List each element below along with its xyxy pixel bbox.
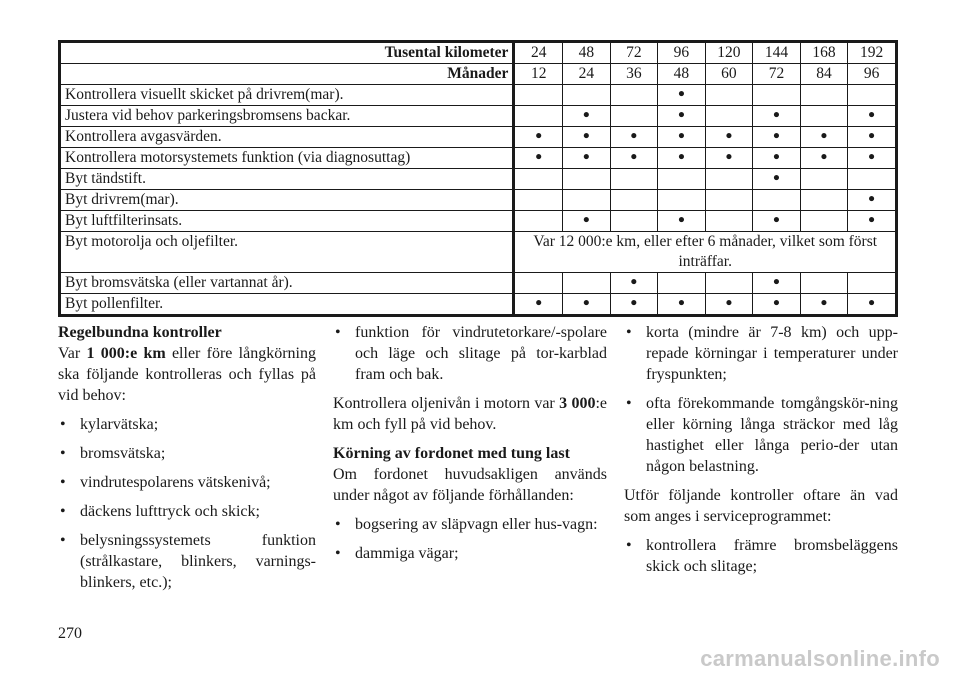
bullet: • — [626, 324, 632, 341]
list-item: • bromsvätska; — [60, 445, 166, 462]
months-cell: 84 — [800, 64, 848, 85]
empty-cell — [705, 106, 753, 127]
empty-cell — [658, 169, 706, 190]
empty-cell — [753, 190, 801, 211]
list-item: • bogsering av släpvagn eller hus-vagn: — [335, 516, 598, 533]
table-row — [60, 169, 897, 190]
list-item: • ofta förekommande tomgångskör-ning eller körning långa sträckor med låg hastighet eller långa perio-der utan någon belastning. — [626, 395, 898, 475]
schedule-dot: • — [563, 211, 611, 232]
maintenance-schedule-table — [58, 40, 898, 317]
km-cell: 168 — [800, 42, 848, 64]
row-label: Kontrollera avgasvärden. — [60, 127, 514, 148]
months-cell: 96 — [848, 64, 897, 85]
list-item: • kontrollera främre bromsbeläggens skick och slitage; — [626, 537, 898, 575]
empty-cell — [514, 106, 563, 127]
table-row — [60, 85, 897, 106]
km-header-row — [60, 42, 897, 64]
list-item: • belysningssystemets funktion (strålkastare, blinkers, varnings-blinkers, etc.); — [60, 532, 316, 591]
months-header-label: Månader — [60, 64, 514, 85]
bullet: • — [60, 474, 66, 491]
empty-cell — [658, 190, 706, 211]
bullet: • — [60, 445, 66, 462]
row-label: Byt drivrem(mar). — [60, 190, 514, 211]
empty-cell — [705, 273, 753, 294]
heavy-load-intro: Om fordonet huvudsakligen används under något av följande förhållanden: — [333, 466, 607, 504]
km-cell: 144 — [753, 42, 801, 64]
bullet: • — [60, 416, 66, 433]
schedule-dot: • — [848, 294, 897, 316]
bullet: • — [626, 537, 632, 554]
schedule-dot: • — [800, 294, 848, 316]
months-cell: 72 — [753, 64, 801, 85]
schedule-dot: • — [848, 127, 897, 148]
list-item: • korta (mindre är 7-8 km) och upp-repade körningar i temperaturer under fryspunkten; — [626, 324, 898, 383]
schedule-dot: • — [800, 127, 848, 148]
schedule-dot: • — [658, 127, 706, 148]
empty-cell — [610, 190, 658, 211]
empty-cell — [658, 273, 706, 294]
row-label: Byt pollenfilter. — [60, 294, 514, 316]
schedule-dot: • — [563, 106, 611, 127]
regular-checks-heading: Regelbundna kontroller — [58, 324, 222, 341]
schedule-dot: • — [753, 127, 801, 148]
regular-checks-list — [58, 414, 316, 593]
row-label: Byt tändstift. — [60, 169, 514, 190]
empty-cell — [848, 85, 897, 106]
schedule-dot: • — [753, 169, 801, 190]
table-row — [60, 273, 897, 294]
empty-cell — [848, 169, 897, 190]
table-row — [60, 294, 897, 316]
bullet: • — [60, 532, 66, 549]
empty-cell — [800, 85, 848, 106]
schedule-dot: • — [705, 148, 753, 169]
schedule-body — [60, 42, 897, 316]
schedule-dot: • — [800, 148, 848, 169]
column-2 — [333, 322, 607, 564]
empty-cell — [610, 106, 658, 127]
schedule-dot: • — [658, 148, 706, 169]
km-cell: 96 — [658, 42, 706, 64]
schedule-dot: • — [848, 211, 897, 232]
empty-cell — [610, 85, 658, 106]
empty-cell — [705, 85, 753, 106]
watermark: carmanualsonline.info — [700, 646, 940, 671]
row-note: Var 12 000:e km, eller efter 6 månader, vilket som först inträffar. — [514, 232, 897, 273]
empty-cell — [800, 273, 848, 294]
schedule-dot: • — [705, 127, 753, 148]
conditions-list-continued — [624, 322, 898, 477]
continued-list — [333, 322, 607, 385]
empty-cell — [705, 190, 753, 211]
schedule-dot: • — [610, 273, 658, 294]
empty-cell — [563, 190, 611, 211]
empty-cell — [563, 273, 611, 294]
schedule-dot: • — [563, 148, 611, 169]
page-number: 270 — [58, 625, 82, 642]
empty-cell — [705, 211, 753, 232]
empty-cell — [848, 273, 897, 294]
empty-cell — [800, 211, 848, 232]
row-label: Kontrollera motorsystemets funktion (via diagnosuttag) — [60, 148, 514, 169]
empty-cell — [705, 169, 753, 190]
schedule-dot: • — [753, 211, 801, 232]
empty-cell — [800, 190, 848, 211]
row-label: Justera vid behov parkeringsbromsens backar. — [60, 106, 514, 127]
empty-cell — [563, 85, 611, 106]
regular-checks-intro: Var 1 000:e km eller före långkörning ska följande kontrolleras och fyllas på vid behov: — [58, 345, 317, 404]
list-item: • vindrutespolarens vätskenivå; — [60, 474, 271, 491]
frequent-checks-list — [624, 535, 898, 577]
list-item: • dammiga vägar; — [335, 545, 459, 562]
schedule-dot: • — [658, 106, 706, 127]
bullet: • — [626, 395, 632, 412]
months-cell: 24 — [563, 64, 611, 85]
months-cell: 60 — [705, 64, 753, 85]
empty-cell — [610, 211, 658, 232]
row-label: Byt bromsvätska (eller vartannat år). — [60, 273, 514, 294]
table-row — [60, 106, 897, 127]
column-1 — [58, 322, 316, 593]
schedule-dot: • — [610, 127, 658, 148]
bullet: • — [335, 516, 341, 533]
schedule-dot: • — [658, 294, 706, 316]
schedule-dot: • — [514, 127, 563, 148]
row-label: Byt luftfilterinsats. — [60, 211, 514, 232]
schedule-dot: • — [753, 148, 801, 169]
schedule-dot: • — [848, 190, 897, 211]
schedule-dot: • — [610, 294, 658, 316]
empty-cell — [514, 85, 563, 106]
schedule-dot: • — [658, 211, 706, 232]
km-cell: 192 — [848, 42, 897, 64]
empty-cell — [800, 169, 848, 190]
months-cell: 12 — [514, 64, 563, 85]
empty-cell — [563, 169, 611, 190]
bullet: • — [335, 324, 341, 341]
schedule-dot: • — [848, 106, 897, 127]
schedule-dot: • — [658, 85, 706, 106]
months-cell: 48 — [658, 64, 706, 85]
km-header-label: Tusental kilometer — [60, 42, 514, 64]
schedule-dot: • — [753, 294, 801, 316]
list-item: • funktion för vindrutetorkare/-spolare och läge och slitage på tor-karblad fram och bak. — [335, 324, 607, 383]
table-row — [60, 211, 897, 232]
row-label: Kontrollera visuellt skicket på drivrem(mar). — [60, 85, 514, 106]
bullet: • — [60, 503, 66, 520]
schedule-dot: • — [563, 294, 611, 316]
heavy-load-heading: Körning av fordonet med tung last — [333, 445, 570, 462]
schedule-dot: • — [610, 148, 658, 169]
bullet: • — [335, 545, 341, 562]
months-cell: 36 — [610, 64, 658, 85]
schedule-dot: • — [514, 294, 563, 316]
km-cell: 120 — [705, 42, 753, 64]
empty-cell — [514, 169, 563, 190]
list-item: • däckens lufttryck och skick; — [60, 503, 260, 520]
frequent-checks-intro: Utför följande kontroller oftare än vad som anges i serviceprogrammet: — [624, 487, 898, 525]
schedule-dot: • — [514, 148, 563, 169]
km-cell: 72 — [610, 42, 658, 64]
empty-cell — [514, 211, 563, 232]
empty-cell — [514, 273, 563, 294]
km-cell: 24 — [514, 42, 563, 64]
schedule-dot: • — [563, 127, 611, 148]
empty-cell — [514, 190, 563, 211]
empty-cell — [753, 85, 801, 106]
schedule-dot: • — [848, 148, 897, 169]
oil-check-text: Kontrollera oljenivån i motorn var 3 000:e km och fyll på vid behov. — [333, 395, 607, 433]
conditions-list — [333, 514, 607, 564]
empty-cell — [610, 169, 658, 190]
empty-cell — [800, 106, 848, 127]
schedule-dot: • — [753, 273, 801, 294]
table-row — [60, 127, 897, 148]
list-item: • kylarvätska; — [60, 416, 159, 433]
table-row — [60, 232, 897, 273]
schedule-dot: • — [705, 294, 753, 316]
table-row — [60, 190, 897, 211]
column-3 — [624, 322, 898, 577]
km-cell: 48 — [563, 42, 611, 64]
table-row — [60, 148, 897, 169]
schedule-dot: • — [753, 106, 801, 127]
months-header-row — [60, 64, 897, 85]
row-label: Byt motorolja och oljefilter. — [60, 232, 514, 273]
